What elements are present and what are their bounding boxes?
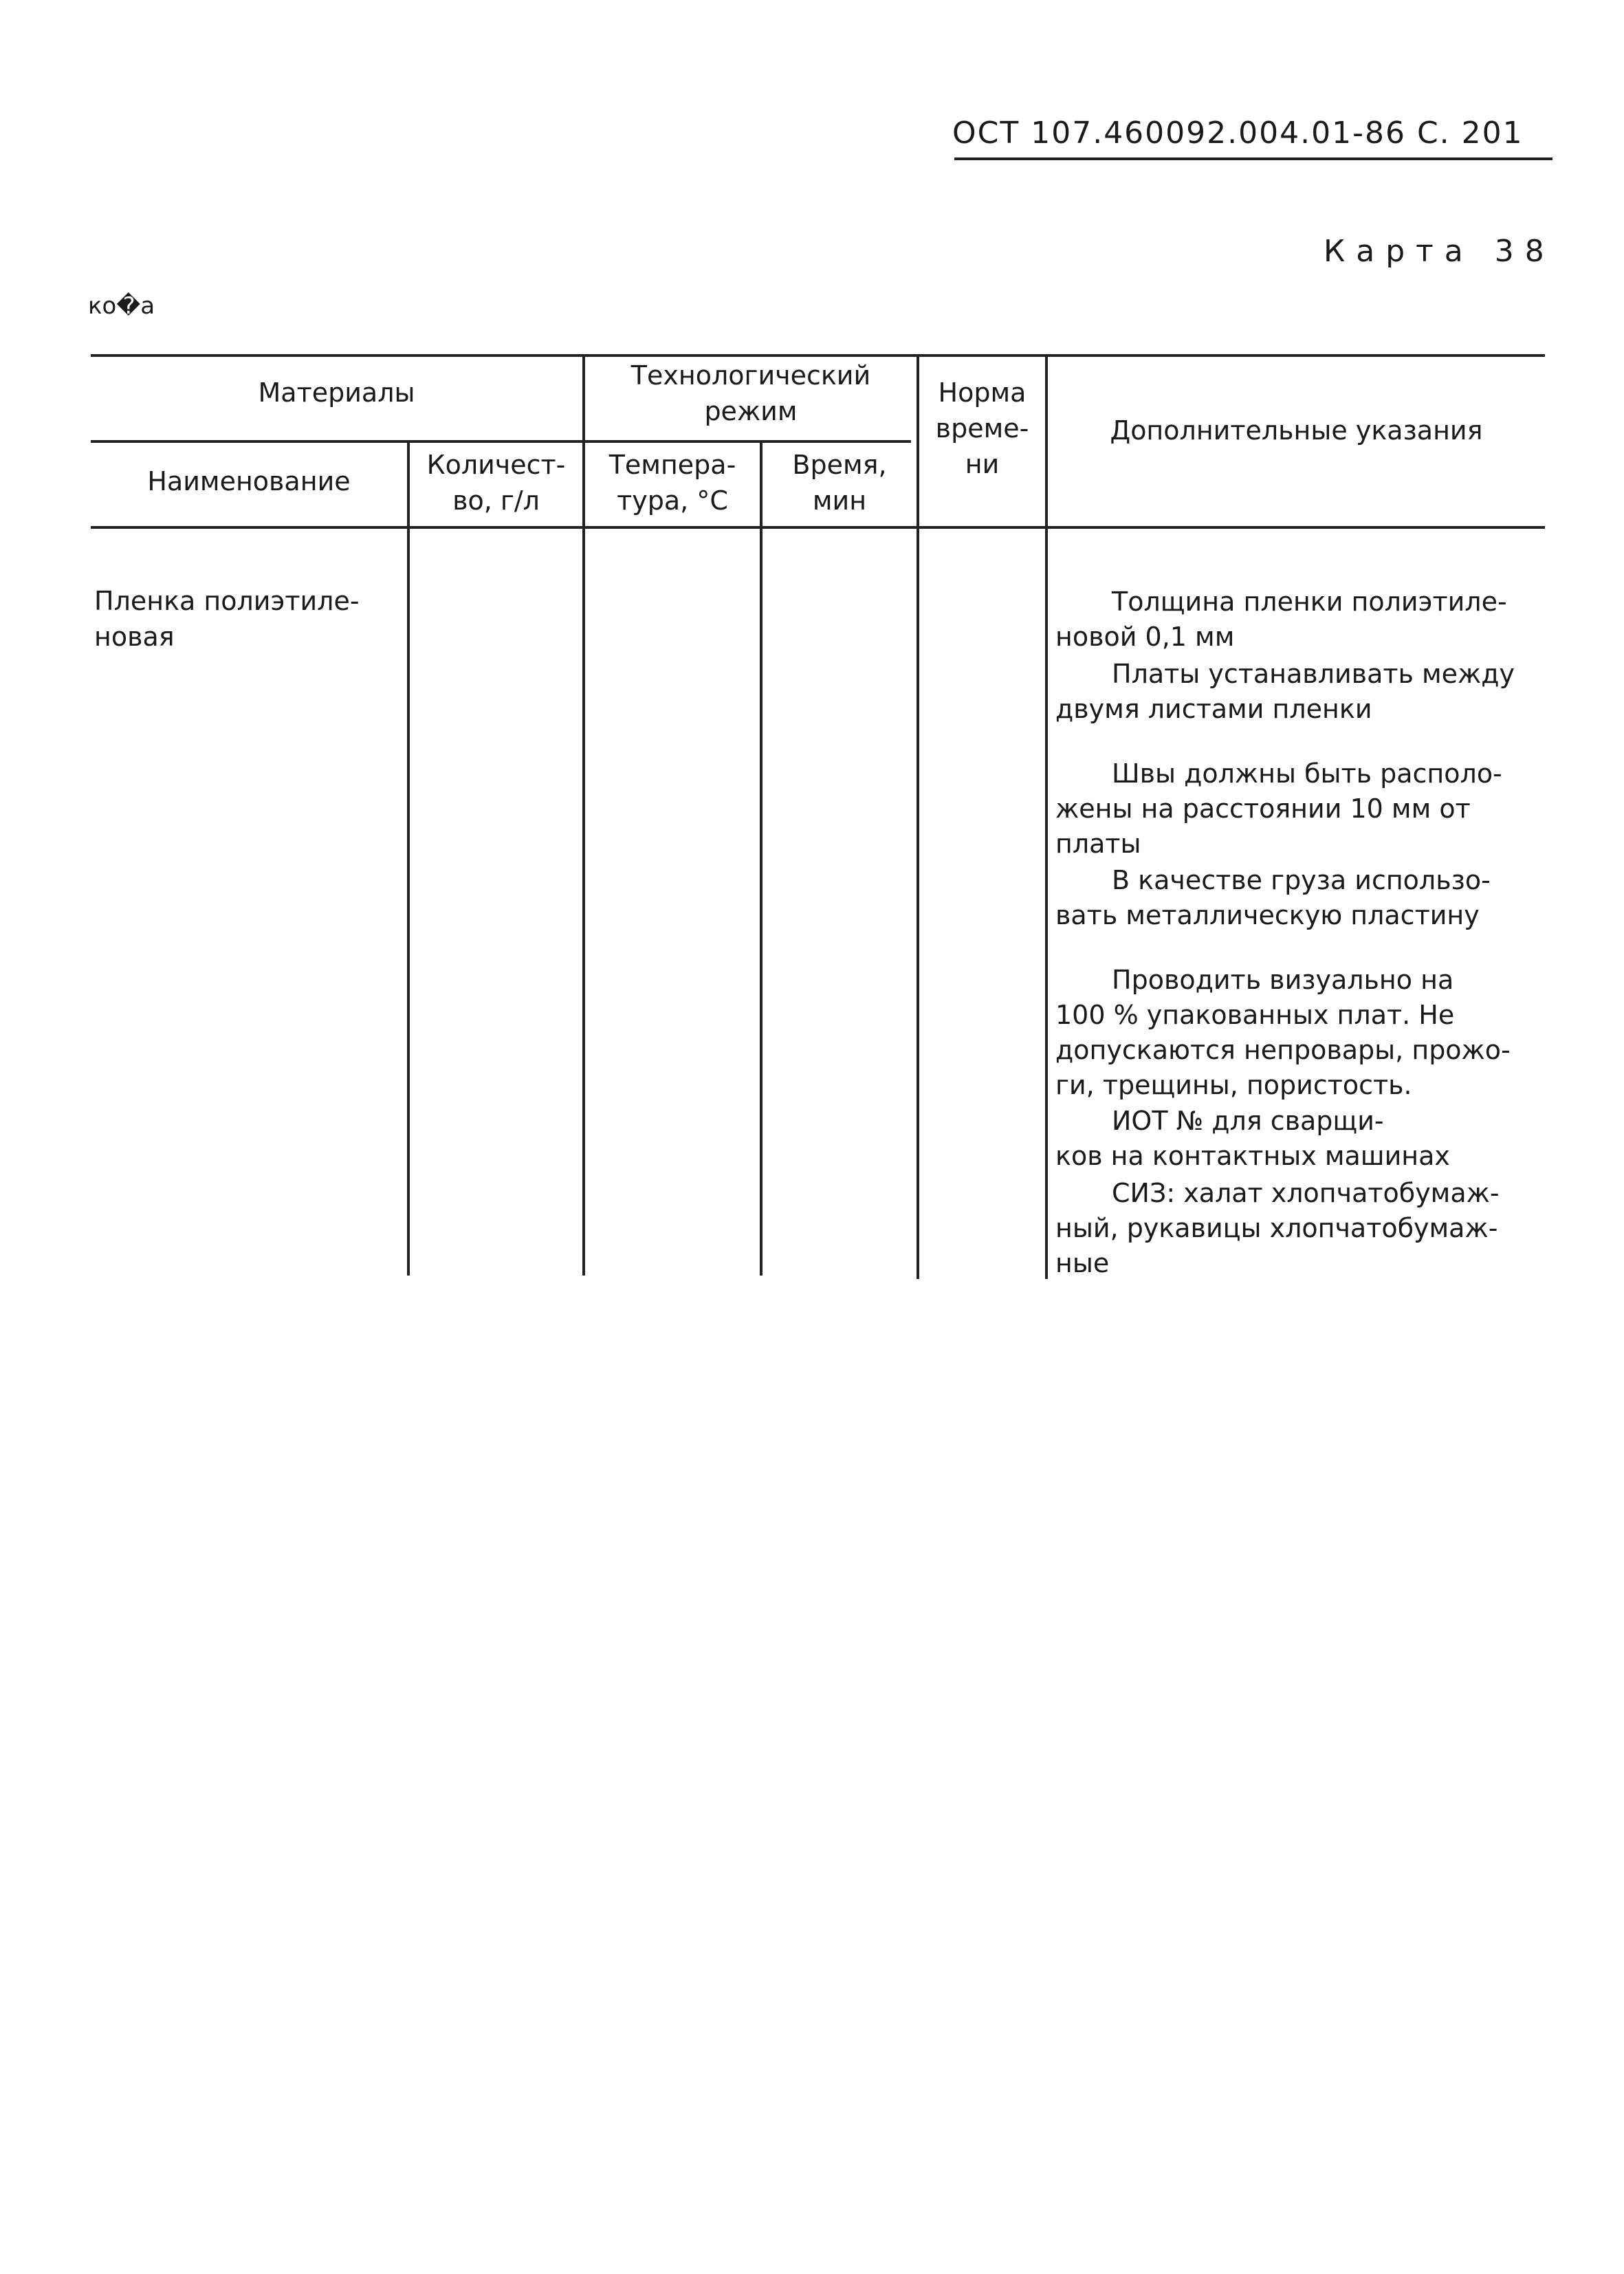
page-fragment-text: ко�а [88, 292, 155, 320]
table-top-rule [91, 354, 1545, 357]
header-materials: Материалы [258, 378, 415, 408]
card-number: Карта 38 [1324, 234, 1555, 269]
col-divider-techmode [917, 354, 919, 1279]
note-weight: В качестве груза использо- вать металлическую пластину [1055, 865, 1491, 930]
col-divider-name [407, 440, 410, 1276]
header-time: Время, мин [792, 450, 887, 516]
header-temperature: Темпера- тура, °C [608, 450, 736, 516]
col-divider-temperature [760, 440, 762, 1276]
materials-subheader-rule [91, 440, 582, 443]
note-board-placement: Платы устанавливать между двумя листами пленки [1055, 659, 1515, 724]
row-material-name: Пленка полиэтиле- новая [94, 586, 360, 652]
header-bottom-rule [91, 526, 1545, 529]
header-name: Наименование [147, 466, 351, 496]
note-visual-inspection: Проводить визуально на 100 % упакованных плат. Не допускаются непровары, прожо- ги, трещины, пористость. [1055, 965, 1511, 1100]
header-quantity: Количест- во, г/л [426, 450, 566, 516]
document-code: ОСТ 107.460092.004.01-86 С. 201 [952, 116, 1524, 151]
techmode-subheader-rule [584, 440, 911, 443]
note-seam-distance: Швы должны быть располо- жены на расстоянии 10 мм от платы [1055, 758, 1502, 859]
note-film-thickness: Толщина пленки полиэтиле- новой 0,1 мм [1055, 587, 1507, 652]
header-additional: Дополнительные указания [1110, 415, 1483, 446]
header-tech-mode: Технологический режим [630, 360, 871, 426]
note-safety-instruction: ИОТ № для сварщи- ков на контактных машинах [1055, 1106, 1450, 1171]
note-ppe: СИЗ: халат хлопчатобумаж- ный, рукавицы хлопчатобумаж- ные [1055, 1178, 1500, 1278]
header-underline [954, 157, 1552, 160]
col-divider-norm [1045, 354, 1048, 1279]
header-time-norm: Норма време- ни [935, 378, 1029, 479]
